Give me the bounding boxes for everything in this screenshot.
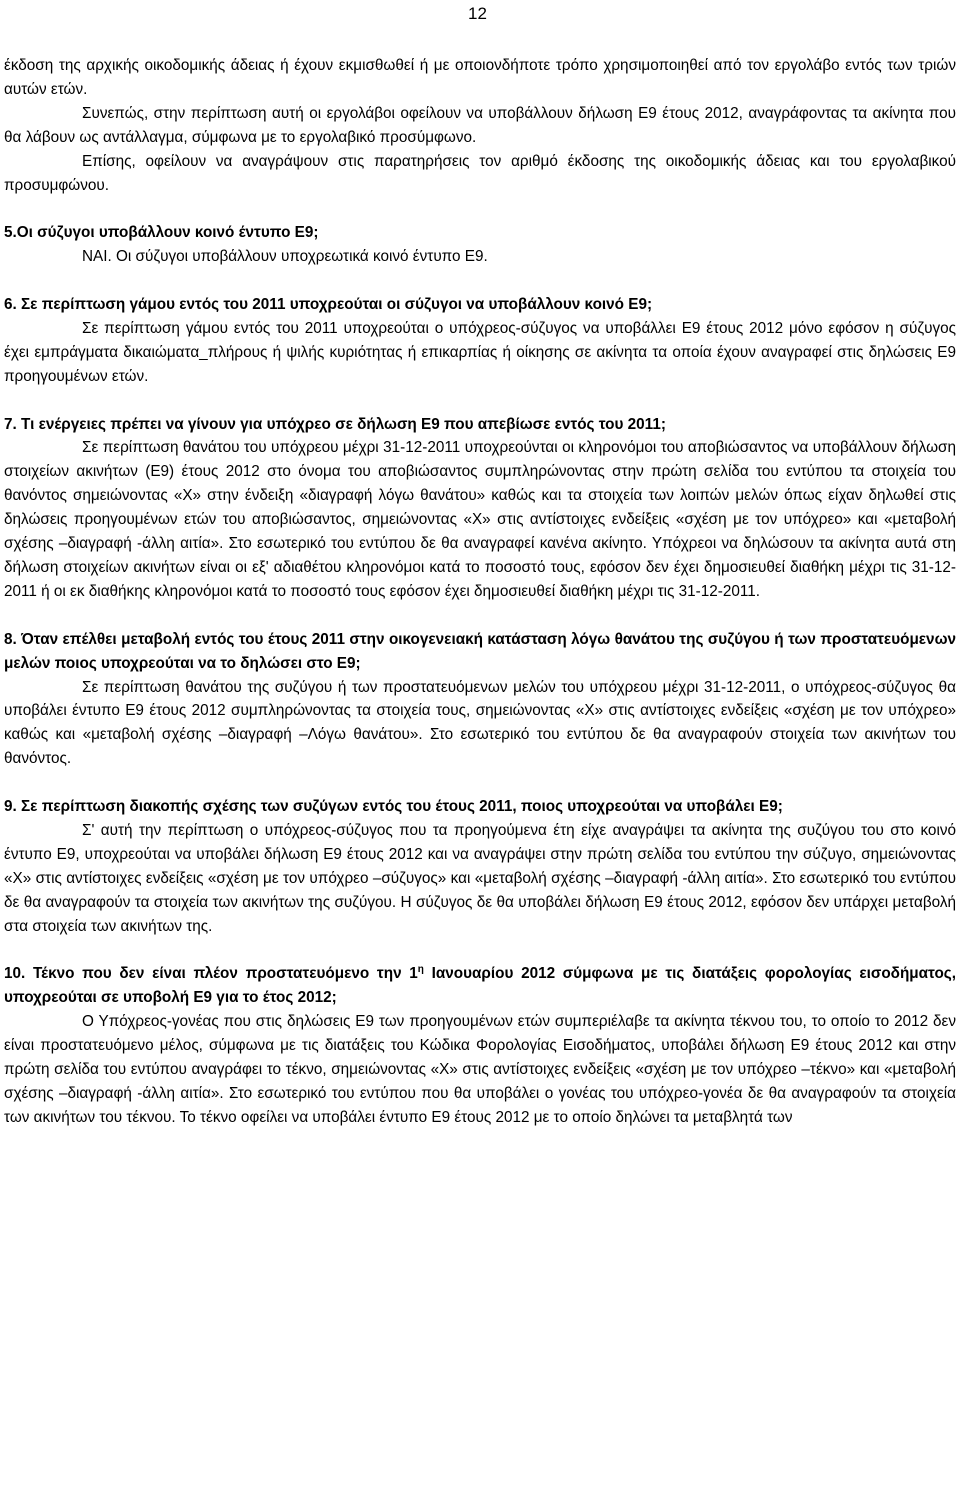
spacer <box>4 771 956 795</box>
question-6: 6. Σε περίπτωση γάμου εντός του 2011 υποχρεούται οι σύζυγοι να υποβάλλουν κοινό Ε9; <box>4 296 653 314</box>
answer-7: Σε περίπτωση θανάτου του υπόχρεου μέχρι 31-12-2011 υποχρεούνται οι κληρονόμοι του αποβιώσαντος να υποβάλλουν δήλωση στοιχείων ακινήτων (Ε9) έτους 2012 στο όνομα του αποβιώσαντος συμπληρώνοντας στην πρώτη σελίδα του εντύπου τα στοιχεία του θανόντος σημειώνοντας «Χ» στην ένδειξη «διαγραφή λόγω θανάτου» καθώς και τα στοιχεία των λοιπών μελών όπως είχαν δηλωθεί στις δηλώσεις προηγουμένων ετών του αποβιώσαντος, σημειώνοντας «Χ» στις αντίστοιχες ενδείξεις «σχέση με τον υπόχρεο» και «μεταβολή σχέσης –διαγραφή -άλλη αιτία». Στο εσωτερικό του εντύπου δε θα αναγραφεί κανένα ακίνητο. Υπόχρεοι να δηλώσουν τα ακίνητα αυτά στη δήλωση στοιχείων ακινήτων είναι οι εξ' αδιαθέτου κληρονόμοι κατά το ποσοστό τους, εφόσον δεν έχει δημοσιευθεί διαθήκη μέχρι τις 31-12-2011 ή οι εκ διαθήκης κληρονόμοι κατά το ποσοστό τους εφόσον έχει δημοσιευθεί διαθήκη μέχρι τις 31-12-2011. <box>4 439 956 600</box>
question-10-superscript: η <box>417 964 424 976</box>
answer-6: Σε περίπτωση γάμου εντός του 2011 υποχρεούται ο υπόχρεος-σύζυγος να υποβάλλει Ε9 έτους 2012 μόνο εφόσον η σύζυγος έχει εμπράγματα δικαιώματα_πλήρους ή ψιλής κυριότητας ή επικαρπίας ή οίκησης σε ακίνητα τα οποία έχουν αναγραφεί στις δηλώσεις Ε9 προηγουμένων ετών. <box>4 319 956 385</box>
question-10-part-1: 10. Τέκνο που δεν είναι πλέον προστατευόμενο την 1 <box>4 965 418 983</box>
question-7: 7. Τι ενέργειες πρέπει να γίνουν για υπόχρεο σε δήλωση Ε9 που απεβίωσε εντός του 2011; <box>4 415 666 433</box>
question-9: 9. Σε περίπτωση διακοπής σχέσης των συζύγων εντός του έτους 2011, ποιος υποχρεούται να υποβάλει Ε9; <box>4 798 783 816</box>
question-5: 5.Οι σύζυγοι υποβάλλουν κοινό έντυπο Ε9; <box>4 224 319 242</box>
answer-9: Σ' αυτή την περίπτωση ο υπόχρεος-σύζυγος που τα προηγούμενα έτη είχε αναγράψει τα ακίνητα της συζύγου του στο κοινό έντυπο Ε9, υποχρεούται να υποβάλει δήλωση Ε9 έτους 2012 και να αναγράψει στην πρώτη σελίδα του εντύπου την σύζυγο, σημειώνοντας «Χ» στις αντίστοιχες ενδείξεις «σχέση με τον υπόχρεο –σύζυγος» και «μεταβολή σχέσης –διαγραφή -άλλη αιτία». Στο εσωτερικό του εντύπου δε θα αναγραφούν τα στοιχεία των ακινήτων της συζύγου. Η σύζυγος δε θα υποβάλει δήλωση Ε9 έτους 2012, εφόσον δεν υπάρχει μεταβολή στα στοιχεία των ακινήτων της. <box>4 821 956 935</box>
spacer <box>4 389 956 413</box>
answer-10: Ο Υπόχρεος-γονέας που στις δηλώσεις Ε9 των προηγουμένων ετών συμπεριέλαβε τα ακίνητα τέκνου του, το οποίο το 2012 δεν είναι προστατευόμενο μέλος, σύμφωνα με τις διατάξεις του Κώδικα Φορολογίας Εισοδήματος, υποβάλει δήλωση Ε9 έτους 2012 και στην πρώτη σελίδα του εντύπου αναγράφει το τέκνο, σημειώνοντας «Χ» στις αντίστοιχες ενδείξεις «σχέση με τον υπόχρεο –τέκνο» και «μεταβολή σχέσης –διαγραφή -άλλη αιτία». Στο εσωτερικό του εντύπου που θα υποβάλει ο γονέας του υπόχρεο-γονέα δε θα αναγραφούν τα στοιχεία των ακινήτων του τέκνου. Το τέκνο οφείλει να υποβάλει έντυπο Ε9 έτους 2012 με το οποίο δηλώνει τα μεταβλητά των <box>4 1013 956 1126</box>
answer-8: Σε περίπτωση θανάτου της συζύγου ή των προστατευόμενων μελών του υπόχρεου μέχρι 31-12-2011, ο υπόχρεος-σύζυγος θα υποβάλει έντυπο Ε9 έτους 2012 συμπληρώνοντας τα στοιχεία τους, σημειώνοντας «Χ» στις αντίστοιχες ενδείξεις «σχέση με τον υπόχρεο» καθώς και «μεταβολή σχέσης –διαγραφή –Λόγω θανάτου». Στο εσωτερικό του εντύπου δε θα αναγραφούν στοιχεία των ακινήτων του θανόντος. <box>4 678 956 768</box>
spacer <box>4 197 956 221</box>
question-8: 8. Όταν επέλθει μεταβολή εντός του έτους 2011 στην οικογενειακή κατάσταση λόγω θανάτου της συζύγου ή των προστατευόμενων μελών ποιος υποχρεούται να το δηλώσει στο Ε9; <box>4 630 956 672</box>
intro-paragraph-3: Επίσης, οφείλουν να αναγράψουν στις παρατηρήσεις τον αριθμό έκδοσης της οικοδομικής άδειας και του εργολαβικού προσυμφώνου. <box>4 152 956 194</box>
question-10-part-2: Ιανουαρίου 2012 σύμφωνα με τις διατάξεις φορολογίας εισοδήματος, υποχρεούται σε υποβολή Ε9 για το έτος 2012; <box>4 965 956 1007</box>
answer-5: ΝΑΙ. Οι σύζυγοι υποβάλλουν υποχρεωτικά κοινό έντυπο Ε9. <box>82 248 488 266</box>
question-10 <box>4 962 956 1010</box>
spacer <box>4 604 956 628</box>
page-number: 12 <box>468 4 487 23</box>
spacer <box>4 269 956 293</box>
intro-paragraph-2: Συνεπώς, στην περίπτωση αυτή οι εργολάβοι οφείλουν να υποβάλλουν δήλωση Ε9 έτους 2012, αναγράφοντας τα ακίνητα που θα λάβουν ως αντάλλαγμα, σύμφωνα με το εργολαβικό προσύμφωνο. <box>4 104 956 146</box>
document-body <box>4 54 956 1130</box>
intro-paragraph-1: έκδοση της αρχικής οικοδομικής άδειας ή έχουν εκμισθωθεί ή με οποιονδήποτε τρόπο χρησιμοποιηθεί από τον εργολάβο εντός των τριών αυτών ετών. <box>4 57 956 98</box>
spacer <box>4 938 956 962</box>
